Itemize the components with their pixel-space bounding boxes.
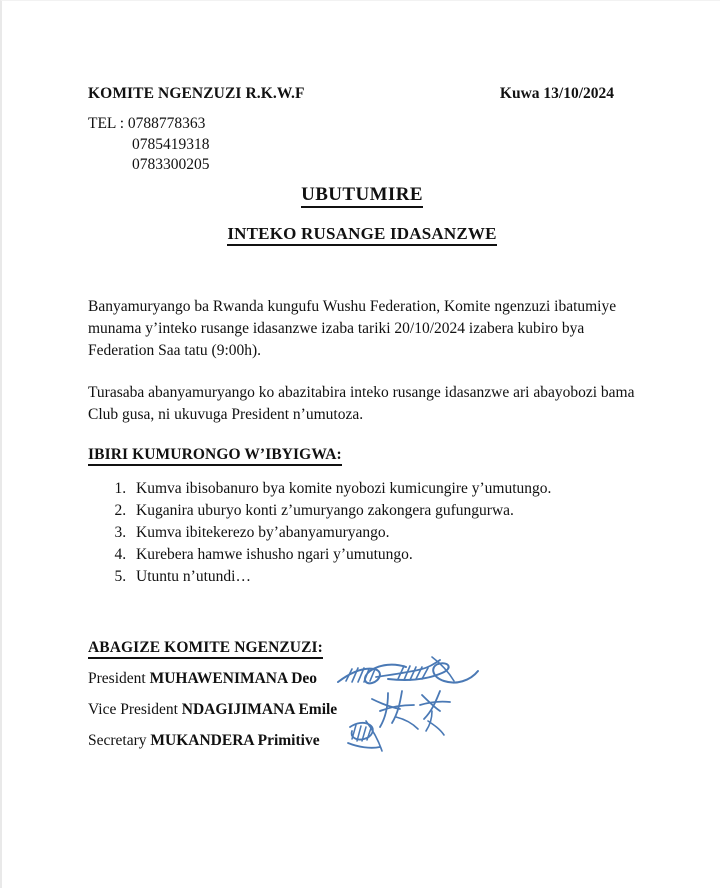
list-item: 2. Kuganira uburyo konti z’umuryango zakongera gufungurwa. — [130, 500, 636, 521]
document-title-text: UBUTUMIRE — [301, 184, 423, 208]
signatory-name: NDAGIJIMANA Emile — [181, 701, 338, 719]
signatory-row-vice-president — [88, 701, 636, 719]
signatory-name: MUHAWENIMANA Deo — [149, 670, 318, 688]
list-item: 4. Kurebera hamwe ishusho ngari y’umutungo. — [130, 544, 636, 565]
telephone-secondary: 0785419318 — [132, 135, 210, 153]
agenda-heading-text: IBIRI KUMURONGO W’IBYIGWA: — [88, 446, 342, 466]
list-item: 1. Kumva ibisobanuro bya komite nyobozi kumicungire y’umutungo. — [130, 478, 636, 499]
organization-title: KOMITE NGENZUZI R.K.W.F — [88, 85, 305, 102]
telephone-block — [88, 114, 636, 176]
document-date: Kuwa 13/10/2024 — [499, 85, 614, 102]
document-header — [88, 85, 636, 103]
agenda-heading — [88, 446, 636, 464]
signatory-role: President — [88, 670, 150, 688]
document-title — [88, 184, 636, 206]
document-subtitle-text: INTEKO RUSANGE IDASANZWE — [227, 224, 496, 246]
body-paragraph-1: Banyamuryango ba Rwanda kungufu Wushu Federation, Komite ngenzuzi ibatumiye munama y’inteko rusange idasanzwe izaba tariki 20/10/2024 izabera kubiro bya Federation Saa tatu (9:00h). — [88, 297, 617, 359]
signatory-row-president — [88, 670, 636, 688]
signatories-block — [88, 639, 636, 750]
body-paragraph-2: Turasaba abanyamuryango ko abazitabira inteko rusange idasanzwe ari abayobozi bama Club gusa, ni ukuvuga President n’umutoza. — [88, 383, 635, 423]
signatories-heading-text: ABAGIZE KOMITE NGENZUZI: — [88, 639, 323, 659]
list-item: 5. Utuntu n’utundi… — [130, 566, 636, 587]
list-item: 3. Kumva ibitekerezo by’abanyamuryango. — [130, 522, 636, 543]
signatory-row-secretary — [88, 732, 636, 750]
agenda-list — [88, 478, 636, 587]
signatories-heading — [88, 639, 636, 657]
signatory-role: Vice President — [88, 701, 182, 719]
document-content — [88, 85, 636, 750]
telephone-tertiary: 0783300205 — [132, 156, 210, 174]
document-subtitle — [88, 224, 636, 244]
signatory-name: MUKANDERA Primitive — [150, 732, 320, 750]
signatory-role: Secretary — [88, 732, 151, 750]
telephone-primary: TEL : 0788778363 — [88, 115, 206, 132]
